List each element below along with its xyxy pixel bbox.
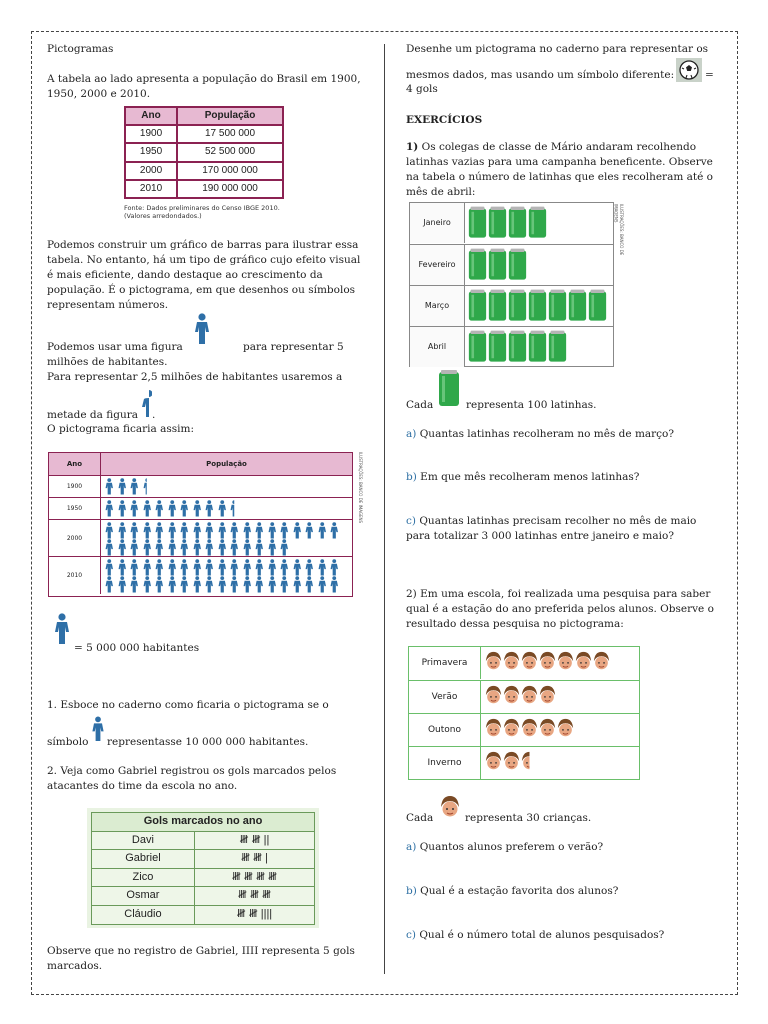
goals-row	[92, 906, 315, 925]
person-icon	[178, 576, 191, 593]
exercises-heading: EXERCÍCIOS	[406, 114, 483, 126]
goals-table	[91, 812, 315, 925]
can-icon	[488, 248, 507, 282]
person-icon	[178, 539, 191, 556]
pop-cell: 1950	[125, 143, 177, 161]
child-face-icon	[502, 751, 521, 773]
question-1-number: 1)	[406, 141, 419, 153]
pop-header-pop: População	[177, 107, 283, 125]
para-figure-a: Podemos usar uma figura	[47, 341, 183, 353]
can-icon	[528, 330, 547, 364]
person-icon	[153, 500, 166, 517]
right-intro-c: =	[705, 69, 714, 81]
can-icon	[488, 206, 507, 240]
picto-year: 2000	[49, 520, 101, 557]
child-face-icon	[520, 651, 539, 673]
question-2a-letter: a)	[406, 841, 417, 853]
picto-year: 1900	[49, 476, 101, 498]
person-icon	[228, 522, 241, 539]
half-person-icon	[228, 500, 241, 517]
question-1-text: Os colegas de classe de Mário andaram recolhendo latinhas vazias para uma campanha beneficente. Observe na tabela o número de latinhas que eles recolheram até o mês de abril:	[406, 141, 713, 198]
question-2c-letter: c)	[406, 929, 416, 941]
person-icon	[291, 576, 304, 593]
can-icon	[468, 330, 487, 364]
person-icon	[328, 576, 341, 593]
person-icon	[241, 539, 254, 556]
can-icon	[548, 330, 567, 364]
person-icon	[291, 559, 304, 576]
picto-row	[49, 497, 352, 519]
child-face-icon	[502, 651, 521, 673]
goals-player: Osmar	[92, 887, 195, 906]
cans-figures	[468, 248, 528, 282]
question-2b-letter: b)	[406, 885, 417, 897]
season-row	[409, 713, 639, 746]
person-icon	[116, 500, 129, 517]
column-divider	[384, 44, 385, 974]
picto-row	[49, 556, 352, 593]
left-title: Pictogramas	[47, 43, 114, 55]
person-icon	[116, 539, 129, 556]
person-icon	[253, 539, 266, 556]
person-icon	[166, 539, 179, 556]
can-icon	[528, 206, 547, 240]
pop-header-ano: Ano	[125, 107, 177, 125]
person-icon	[303, 522, 316, 539]
right-intro-d: 4 gols	[406, 83, 438, 95]
season-figures	[484, 718, 574, 740]
question-2b-text: Qual é a estação favorita dos alunos?	[420, 885, 619, 897]
goals-player: Davi	[92, 831, 195, 850]
person-icon	[116, 559, 129, 576]
picto-figures	[103, 500, 351, 517]
person-icon	[141, 576, 154, 593]
picto-header-pop: População	[101, 453, 352, 475]
person-icon	[128, 522, 141, 539]
person-icon	[328, 559, 341, 576]
person-icon	[266, 539, 279, 556]
person-icon	[228, 559, 241, 576]
legend-person-icon	[52, 612, 72, 646]
question-2c-text: Qual é o número total de alunos pesquisados?	[419, 929, 665, 941]
para-picto-intro: O pictograma ficaria assim:	[47, 423, 195, 435]
question-1b	[406, 470, 639, 485]
person-icon	[191, 559, 204, 576]
person-icon	[303, 559, 316, 576]
cans-row	[410, 326, 613, 367]
goals-tally: 𝍸 𝍸 𝍸 𝍸	[194, 868, 314, 887]
exercise-1-b-pre: símbolo	[47, 736, 89, 748]
can-icon	[528, 289, 547, 323]
question-1c	[406, 514, 718, 544]
half-child-face-icon	[520, 751, 539, 773]
season-row	[409, 746, 639, 779]
child-face-icon	[484, 718, 503, 740]
picto-figures	[103, 559, 351, 593]
person-icon	[191, 576, 204, 593]
person-icon	[166, 559, 179, 576]
picto-header-ano: Ano	[49, 453, 101, 475]
exercise-1-a: 1. Esboce no caderno como ficaria o pictograma se o	[47, 699, 329, 711]
child-face-icon	[520, 685, 539, 707]
person-icon	[278, 559, 291, 576]
person-icon	[203, 559, 216, 576]
question-2b	[406, 884, 618, 899]
person-icon	[203, 522, 216, 539]
season-figures	[484, 685, 556, 707]
person-icon	[266, 576, 279, 593]
goals-player: Cláudio	[92, 906, 195, 925]
person-icon	[266, 559, 279, 576]
child-face-icon	[556, 651, 575, 673]
child-face-icon	[484, 651, 503, 673]
legend-text: = 5 000 000 habitantes	[74, 642, 200, 654]
person-icon	[103, 559, 116, 576]
person-icon	[141, 539, 154, 556]
child-face-icon	[556, 718, 575, 740]
season-row	[409, 680, 639, 713]
pop-cell: 2010	[125, 180, 177, 198]
half-person-icon	[140, 388, 152, 418]
person-icon	[216, 500, 229, 517]
population-pictogram	[48, 452, 353, 597]
period: .	[152, 409, 156, 421]
person-icon	[328, 522, 341, 539]
person-icon	[266, 522, 279, 539]
exercise-1-b-post: representasse 10 000 000 habitantes.	[107, 736, 309, 748]
person-icon	[253, 522, 266, 539]
cans-month: Março	[410, 286, 465, 326]
left-intro: A tabela ao lado apresenta a população do Brasil em 1900, 1950, 2000 e 2010.	[47, 73, 361, 100]
person-icon	[228, 576, 241, 593]
person-icon	[316, 576, 329, 593]
soccer-ball-icon	[676, 58, 702, 82]
cans-figures	[468, 206, 548, 240]
goals-row	[92, 887, 315, 906]
person-icon	[241, 522, 254, 539]
can-icon	[488, 330, 507, 364]
person-icon	[116, 576, 129, 593]
can-icon	[468, 289, 487, 323]
person-icon	[103, 478, 116, 495]
right-intro-b: mesmos dados, mas usando um símbolo diferente:	[406, 69, 675, 81]
goals-table-wrap	[87, 808, 319, 928]
para-half: Para representar 2,5 milhões de habitantes usaremos a	[47, 371, 343, 383]
pop-cell: 52 500 000	[177, 143, 283, 161]
person-icon	[153, 576, 166, 593]
goals-tally: 𝍸 𝍸 ||||	[194, 906, 314, 925]
can-icon	[588, 289, 607, 323]
goals-row	[92, 868, 315, 887]
child-face-icon	[592, 651, 611, 673]
person-icon	[103, 522, 116, 539]
cans-pictogram	[409, 202, 614, 367]
can-icon	[568, 289, 587, 323]
person-icon	[253, 576, 266, 593]
can-icon	[508, 248, 527, 282]
seasons-pictogram	[408, 646, 640, 780]
question-1	[406, 140, 718, 200]
cans-side-credit: ILUSTRAÇÕES: BANCO DE IMAGENS	[613, 204, 624, 256]
child-face-icon	[484, 751, 503, 773]
picto-year: 2010	[49, 557, 101, 594]
picto-row	[49, 475, 352, 497]
person-icon	[203, 539, 216, 556]
person-icon	[216, 522, 229, 539]
person-icon	[116, 522, 129, 539]
goals-tally: 𝍸 𝍸 𝍸	[194, 887, 314, 906]
season-name: Outono	[409, 714, 481, 746]
can-icon	[508, 330, 527, 364]
para-bar-chart: Podemos construir um gráfico de barras para ilustrar essa tabela. No entanto, há um tipo de gráfico cujo efeito visual é mais eficiente, dando destaque ao crescimento da população. É o pictograma, em que desenhos ou símbolos representam números.	[47, 239, 361, 311]
person-icon	[203, 576, 216, 593]
can-icon	[508, 289, 527, 323]
question-1c-text: Quantas latinhas precisam recolher no mês de maio para totalizar 3 000 latinhas entre janeiro e maio?	[406, 515, 697, 542]
child-face-icon	[484, 685, 503, 707]
cada-1-a: Cada	[406, 399, 434, 411]
season-figures	[484, 651, 610, 673]
person-icon	[228, 539, 241, 556]
question-2c	[406, 928, 664, 943]
person-icon	[166, 576, 179, 593]
question-1a	[406, 427, 674, 442]
pop-cell: 1900	[125, 125, 177, 143]
person-icon	[278, 522, 291, 539]
exercise-2: 2. Veja como Gabriel registrou os gols marcados pelos atacantes do time da escola no ano.	[47, 765, 337, 792]
picto-figures	[103, 522, 351, 556]
goals-row	[92, 850, 315, 869]
season-name: Verão	[409, 681, 481, 713]
person-icon	[303, 576, 316, 593]
person-icon	[128, 576, 141, 593]
goals-player: Zico	[92, 868, 195, 887]
person-icon	[103, 576, 116, 593]
child-face-icon	[520, 718, 539, 740]
question-2: 2) Em uma escola, foi realizada uma pesquisa para saber qual é a estação do ano preferida pelos alunos. Observe o resultado dessa pesquisa no pictograma:	[406, 588, 714, 630]
person-icon	[216, 559, 229, 576]
child-face-icon	[574, 651, 593, 673]
observation: Observe que no registro de Gabriel, IIII representa 5 gols marcados.	[47, 945, 355, 972]
can-icon	[438, 370, 460, 408]
para-half-b: metade da figura	[47, 409, 139, 421]
goals-tally: 𝍸 𝍸 ||	[194, 831, 314, 850]
question-1a-letter: a)	[406, 428, 417, 440]
person-icon	[178, 559, 191, 576]
question-1b-letter: b)	[406, 471, 417, 483]
small-person-icon	[90, 715, 106, 743]
person-icon	[191, 522, 204, 539]
pop-cell: 190 000 000	[177, 180, 283, 198]
person-icon	[316, 522, 329, 539]
can-icon	[468, 206, 487, 240]
population-table	[124, 106, 284, 199]
right-intro-a: Desenhe um pictograma no caderno para representar os	[406, 43, 709, 55]
person-icon	[191, 500, 204, 517]
person-icon	[278, 576, 291, 593]
question-1b-text: Em que mês recolheram menos latinhas?	[420, 471, 640, 483]
cada-2-a: Cada	[406, 812, 434, 824]
child-face-icon	[538, 685, 557, 707]
can-icon	[468, 248, 487, 282]
season-name: Primavera	[409, 647, 481, 679]
pop-cell: 170 000 000	[177, 162, 283, 180]
cada-1-b: representa 100 latinhas.	[466, 399, 597, 411]
goals-tally: 𝍸 𝍸 |	[194, 850, 314, 869]
person-icon	[153, 539, 166, 556]
person-icon	[141, 559, 154, 576]
cans-figures	[468, 289, 608, 323]
person-icon	[166, 500, 179, 517]
goals-title: Gols marcados no ano	[92, 813, 315, 832]
season-name: Inverno	[409, 747, 481, 779]
picto-row	[49, 519, 352, 556]
question-2a-text: Quantos alunos preferem o verão?	[419, 841, 604, 853]
pop-cell: 17 500 000	[177, 125, 283, 143]
person-icon	[278, 539, 291, 556]
season-figures	[484, 751, 538, 773]
cans-row	[410, 244, 613, 285]
can-icon	[508, 206, 527, 240]
person-icon	[241, 559, 254, 576]
pop-cell: 2000	[125, 162, 177, 180]
half-person-icon	[141, 478, 154, 495]
person-icon	[178, 500, 191, 517]
child-face-icon	[538, 651, 557, 673]
person-icon	[153, 559, 166, 576]
person-icon	[128, 478, 141, 495]
cans-figures	[468, 330, 568, 364]
person-icon	[316, 559, 329, 576]
person-icon	[178, 522, 191, 539]
season-row	[409, 647, 639, 680]
question-1c-letter: c)	[406, 515, 416, 527]
child-face-icon	[439, 795, 461, 821]
picto-year: 1950	[49, 498, 101, 520]
goals-player: Gabriel	[92, 850, 195, 869]
person-icon	[216, 539, 229, 556]
person-icon	[153, 522, 166, 539]
person-icon	[166, 522, 179, 539]
can-icon	[488, 289, 507, 323]
person-icon	[128, 539, 141, 556]
cans-row	[410, 285, 613, 326]
picto-side-credit: ILUSTRAÇÕES: BANCO DE IMAGENS	[358, 452, 363, 524]
question-2a	[406, 840, 603, 855]
cada-2-b: representa 30 crianças.	[465, 812, 592, 824]
person-icon	[291, 522, 304, 539]
cans-month: Abril	[410, 327, 465, 367]
person-icon	[103, 500, 116, 517]
person-icon	[141, 522, 154, 539]
person-icon	[241, 576, 254, 593]
person-icon	[216, 576, 229, 593]
person-icon	[191, 539, 204, 556]
goals-row	[92, 831, 315, 850]
cans-row	[410, 203, 613, 244]
person-icon	[253, 559, 266, 576]
child-face-icon	[502, 718, 521, 740]
pop-source: Fonte: Dados preliminares do Censo IBGE 2010. (Valores arredondados.)	[124, 204, 280, 221]
picto-figures	[103, 478, 351, 495]
person-icon	[203, 500, 216, 517]
question-1a-text: Quantas latinhas recolheram no mês de março?	[419, 428, 675, 440]
cans-month: Fevereiro	[410, 245, 465, 285]
child-face-icon	[502, 685, 521, 707]
person-icon	[141, 500, 154, 517]
person-icon	[128, 559, 141, 576]
can-icon	[548, 289, 567, 323]
para-figure-b: para representar 5 milhões de habitantes.	[47, 341, 344, 368]
cans-month: Janeiro	[410, 203, 465, 243]
person-icon	[103, 539, 116, 556]
child-face-icon	[538, 718, 557, 740]
person-icon	[116, 478, 129, 495]
person-icon	[128, 500, 141, 517]
